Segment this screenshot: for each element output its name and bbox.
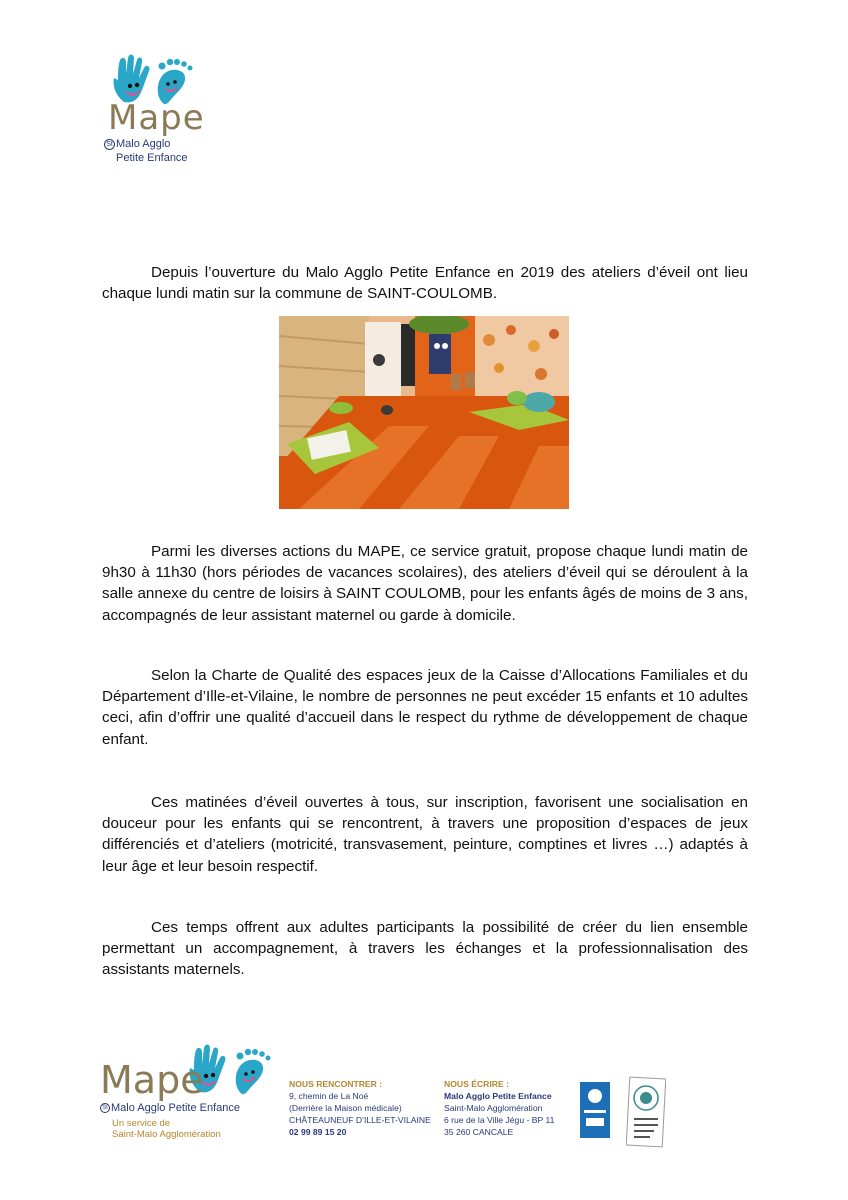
playroom-photo [279, 316, 569, 509]
caf-logo-icon [578, 1076, 612, 1142]
paragraph-4 [102, 792, 748, 877]
footer [100, 1040, 700, 1150]
footer-circle-badge: St [100, 1103, 110, 1113]
footer-write-name: Malo Agglo Petite Enfance [444, 1091, 552, 1101]
footer-meet-line-1: 9, chemin de La Noé [289, 1091, 369, 1101]
paragraph-1 [102, 262, 748, 304]
logo-subtitle-2: Petite Enfance [116, 152, 188, 164]
playroom-illustration [279, 316, 569, 509]
paragraph-1-text: Depuis l’ouverture du Malo Agglo Petite Enfance en 2019 des ateliers d’éveil ont lieu chaque lundi matin sur la commune de SAINT-COULOMB. [102, 264, 748, 303]
footer-meet-line-3: CHÂTEAUNEUF D’ILLE-ET-VILAINE [289, 1115, 431, 1125]
logo-subtitle-1-text: Malo Agglo [116, 138, 171, 150]
footer-meet-heading: NOUS RENCONTRER : [289, 1079, 383, 1089]
paragraph-3-text: Selon la Charte de Qualité des espaces jeux de la Caisse d’Allocations Familiales et du Département d’Ille-et-Vilaine, le nombre de personnes ne peut excéder 15 enfants et 10 adultes ceci, afin d’offrir une qualité d’accueil dans le respect du rythme de développement de chaque enfant. [102, 667, 748, 748]
footer-brand-subtitle [100, 1102, 240, 1114]
footer-write-column [444, 1078, 554, 1138]
logo-circle-badge: St [104, 139, 115, 150]
footer-meet-line-2: (Derrière la Maison médicale) [289, 1103, 402, 1113]
footer-meet-column [289, 1078, 431, 1138]
footer-service-line-2: Saint-Malo Agglomération [112, 1129, 221, 1140]
footer-write-line-1: Saint-Malo Agglomération [444, 1103, 543, 1113]
paragraph-3 [102, 665, 748, 750]
footer-write-line-3: 35 260 CANCALE [444, 1127, 514, 1137]
logo-brand: Mape [108, 98, 205, 138]
paragraph-5-text: Ces temps offrent aux adultes participants la possibilité de créer du lien ensemble permettant un accompagnement, à travers les échanges et la professionnalisation des assistants maternels. [102, 919, 748, 979]
paragraph-4-text: Ces matinées d’éveil ouvertes à tous, sur inscription, favorisent une socialisation en douceur pour les enfants qui se rencontrent, à travers une proposition d’espaces de jeux différenciés et d’ateliers (motricité, transvasement, peinture, comptines et livres …) adaptés à leur âge et leur besoin respectif. [102, 794, 748, 875]
header-logo [100, 52, 210, 162]
footer-brand-subtitle-text: Malo Agglo Petite Enfance [111, 1102, 241, 1114]
footer-brand: Mape [100, 1058, 204, 1102]
footer-write-heading: NOUS ÉCRIRE : [444, 1079, 509, 1089]
footer-meet-phone: 02 99 89 15 20 [289, 1127, 347, 1137]
paragraph-2 [102, 541, 748, 626]
paragraph-5 [102, 917, 748, 981]
footer-write-line-2: 6 rue de la Ville Jégu - BP 11 [444, 1115, 555, 1125]
footer-service-line-1: Un service de [112, 1118, 171, 1129]
logo-subtitle-1 [104, 138, 170, 150]
agglomeration-seal-icon [626, 1076, 666, 1148]
paragraph-2-text: Parmi les diverses actions du MAPE, ce service gratuit, propose chaque lundi matin de 9h30 à 11h30 (hors périodes de vacances scolaires), des ateliers d’éveil qui se déroulent à la salle annexe du centre de loisirs à SAINT COULOMB, pour les enfants âgés de moins de 3 ans, accompagnés de leur assistant maternel ou garde à domicile. [102, 543, 748, 624]
